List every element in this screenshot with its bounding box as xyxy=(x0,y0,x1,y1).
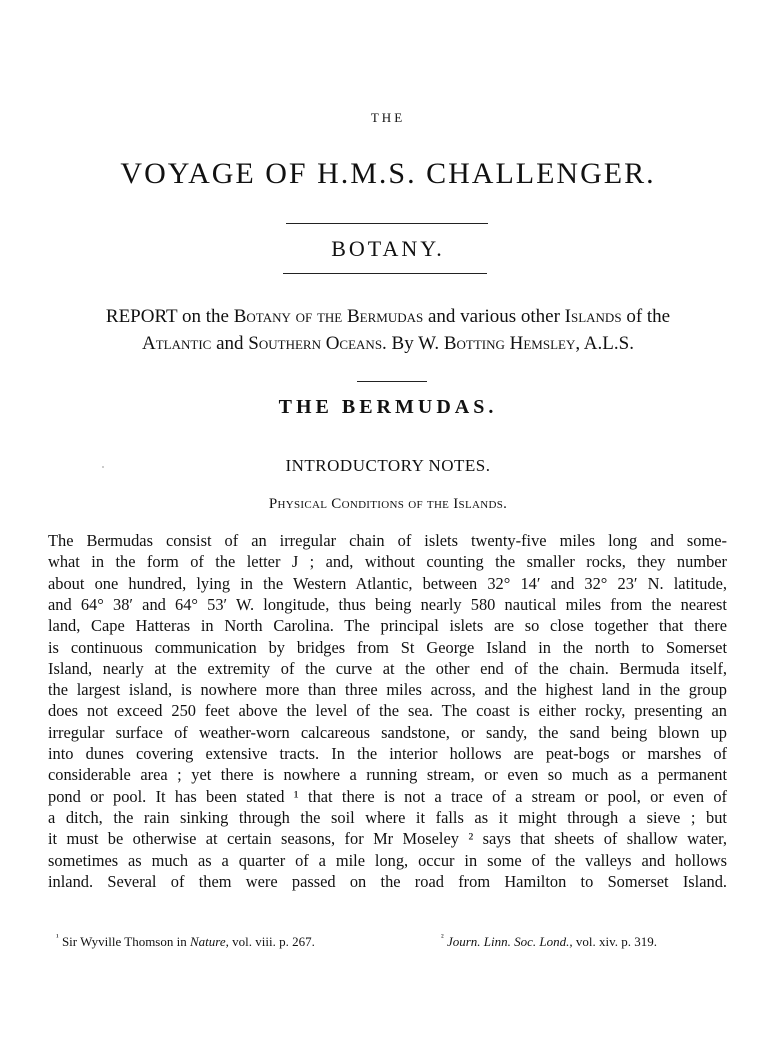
chapter-subtitle: INTRODUCTORY NOTES. xyxy=(285,456,491,475)
footnote-journal: Journ. Linn. Soc. Lond., xyxy=(443,934,573,949)
footnote-text: Sir Wyville Thomson in xyxy=(58,934,190,949)
footnote-journal: Nature, xyxy=(189,934,229,949)
report-small-caps: Southern Oceans. xyxy=(248,333,387,354)
report-text: A.L.S. xyxy=(580,333,634,354)
title-rule xyxy=(286,223,488,224)
report-text: and xyxy=(211,333,249,354)
footnote-1 xyxy=(56,934,315,950)
author-name: Botting Hemsley, xyxy=(443,333,581,354)
body-line: Island, nearly at the extremity of the curve at the other end of the chain. Bermuda itself, xyxy=(48,658,727,678)
body-line: does not exceed 250 feet above the level of the sea. The coast is either rocky, presenting an xyxy=(48,701,727,721)
body-line: land, Cape Hatteras in North Carolina. The principal islets are so close together that there xyxy=(48,616,727,636)
report-text: of the xyxy=(621,306,671,327)
body-line: irregular surface of weather-worn calcareous sandstone, or sandy, the sand being blown up xyxy=(48,722,727,742)
body-line: and 64° 38′ and 64° 53′ W. longitude, thus being nearly 580 nautical miles from the nearest xyxy=(48,594,727,614)
report-small-caps: Atlantic xyxy=(142,333,212,354)
report-label: REPORT xyxy=(105,306,178,327)
report-small-caps: Islands xyxy=(564,306,622,327)
section-heading: Physical Conditions of the Islands. xyxy=(268,496,508,512)
report-line-2 xyxy=(0,333,776,355)
body-line: The Bermudas consist of an irregular chain of islets twenty-five miles long and some- xyxy=(48,531,727,550)
footnote-marker: ¹ xyxy=(56,932,59,942)
footnote-2 xyxy=(441,934,657,950)
body-line: sometimes as much as a quarter of a mile long, occur in some of the valleys and hollows xyxy=(48,850,727,870)
footnote-text: vol. viii. p. 267. xyxy=(228,934,315,949)
body-line: a ditch, the rain sinking through the soil where it falls as it might through a sieve ; but xyxy=(48,807,727,827)
report-line-1 xyxy=(0,306,776,328)
body-line: into dunes covering extensive tracts. In the interior hollows are peat-bogs or marshes of xyxy=(48,744,727,763)
body-line: is continuous communication by bridges from St George Island in the north to Somerset xyxy=(48,637,727,657)
report-text: on the xyxy=(177,306,234,327)
body-line: about one hundred, lying in the Western Atlantic, between 32° 14′ and 32° 23′ N. latitude, xyxy=(48,573,727,593)
chapter-rule xyxy=(357,381,427,382)
report-text: and various other xyxy=(423,306,565,327)
report-small-caps: Botany of the Bermudas xyxy=(233,306,424,327)
body-line: pond or pool. It has been stated ¹ that there is not a trace of a stream or pool, or even of xyxy=(48,786,727,806)
running-head-the: THE xyxy=(370,110,406,125)
report-text: By W. xyxy=(386,333,444,354)
body-line: considerable area ; yet there is nowhere a running stream, or even so much as a permanent xyxy=(48,765,727,785)
body-line: what in the form of the letter J ; and, without counting the smaller rocks, they number xyxy=(48,552,727,572)
main-title: VOYAGE OF H.M.S. CHALLENGER. xyxy=(120,157,656,190)
footnote-marker: ² xyxy=(441,932,444,942)
body-line: inland. Several of them were passed on the road from Hamilton to Somerset Island. xyxy=(48,871,727,891)
footnote-text: vol. xiv. p. 319. xyxy=(572,934,658,949)
section-title: BOTANY. xyxy=(331,236,445,261)
section-rule xyxy=(283,273,487,274)
body-line: the largest island, is nowhere more than three miles across, and the highest land in the group xyxy=(48,680,727,700)
body-line: it must be otherwise at certain seasons, for Mr Moseley ² says that sheets of shallow water, xyxy=(48,829,727,849)
chapter-title: THE BERMUDAS. xyxy=(278,396,498,418)
